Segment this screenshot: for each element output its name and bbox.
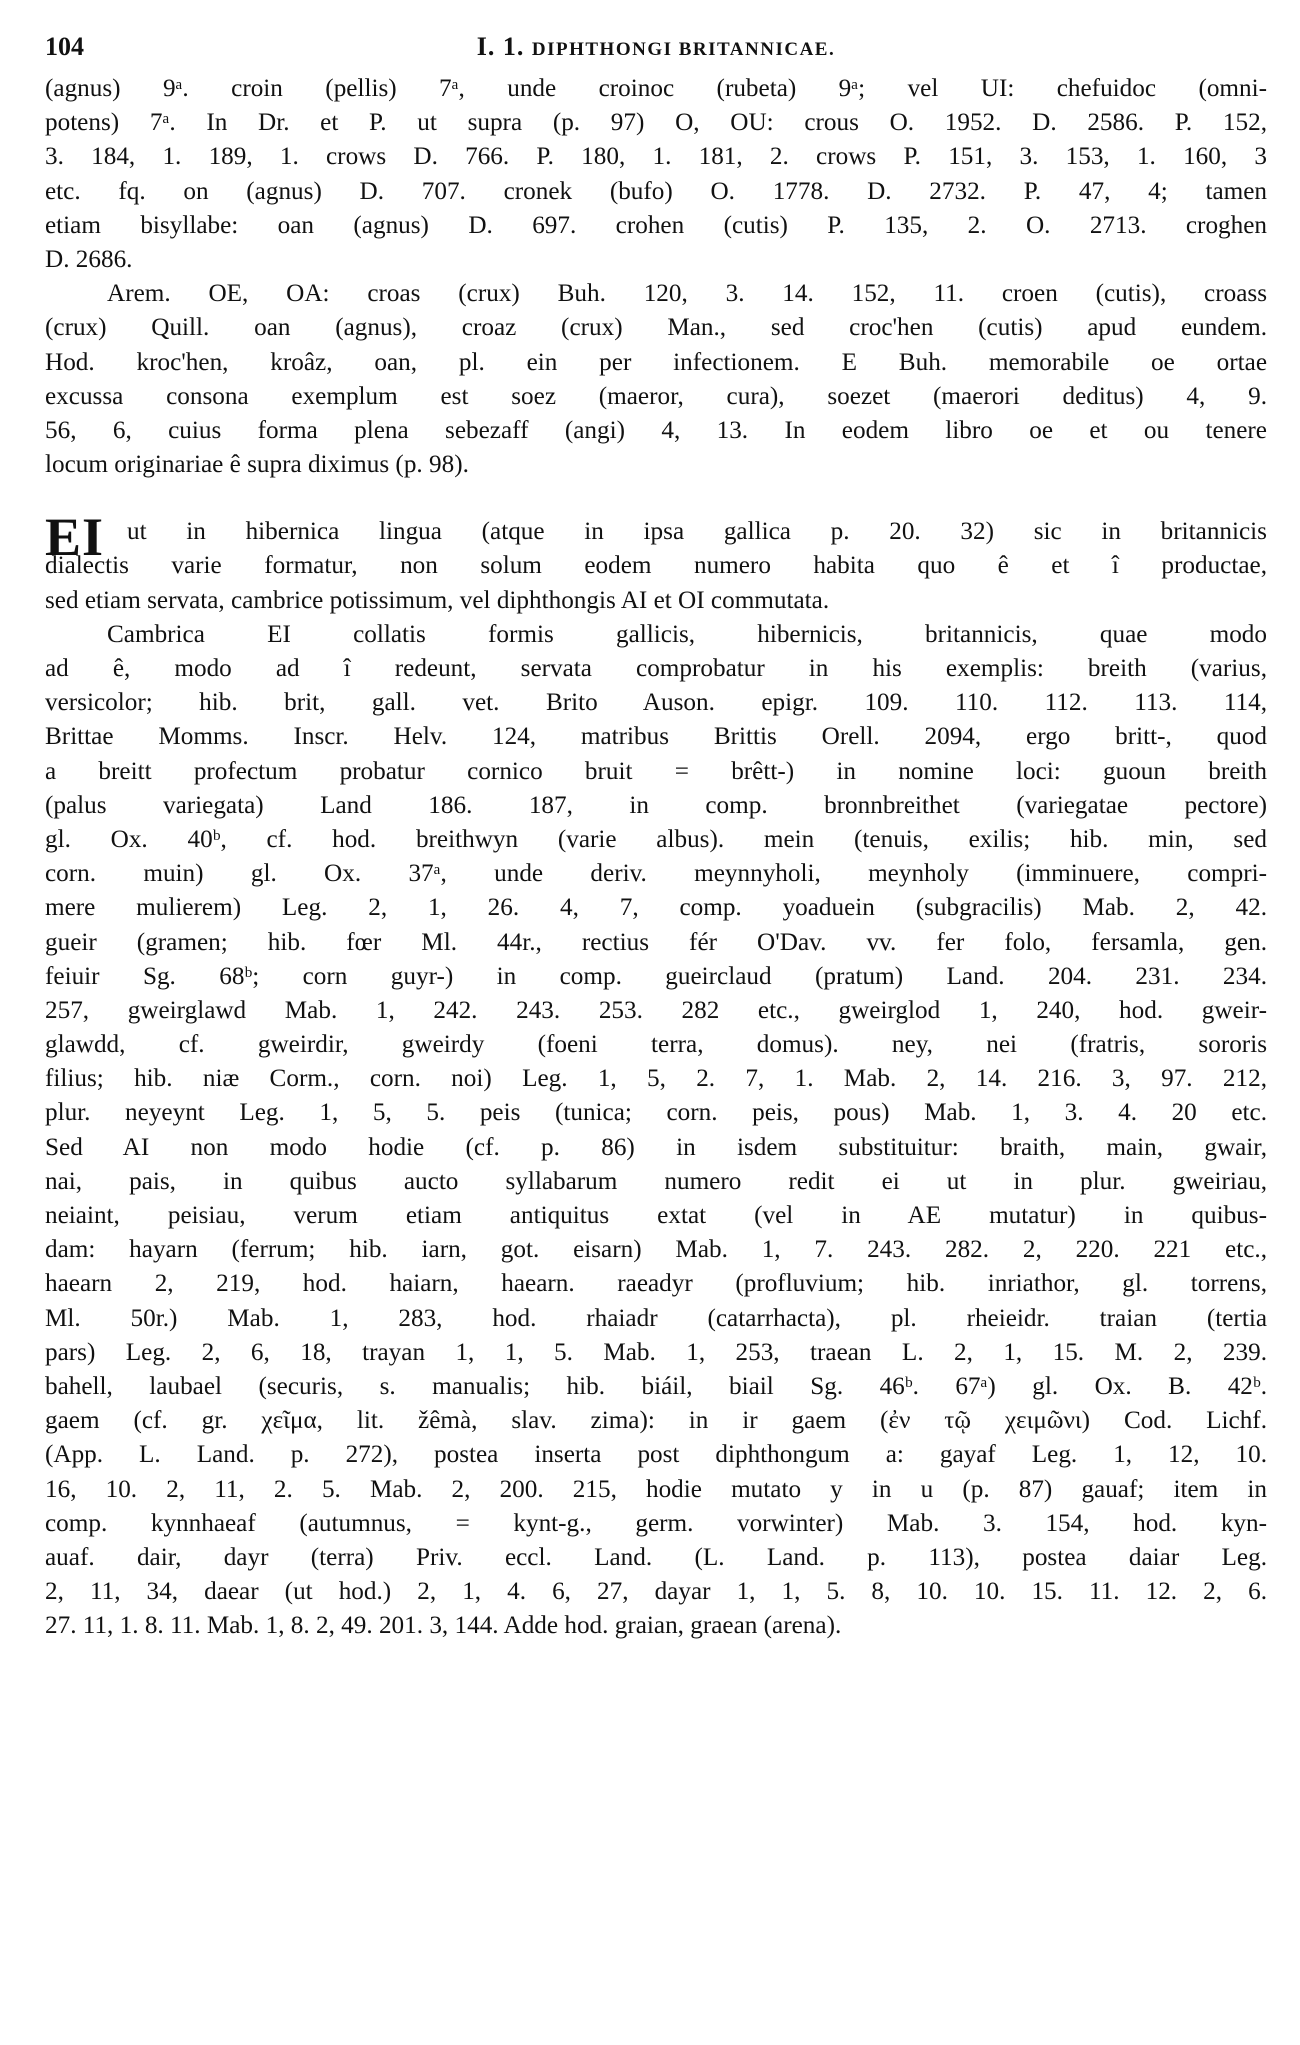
text-line: bahell, laubael (securis, s. manualis; hib. biáil, biail Sg. 46ᵇ. 67ᵃ) gl. Ox. B. 42ᵇ. [45, 1372, 1267, 1400]
text-line: feiuir Sg. 68ᵇ; corn guyr-) in comp. gueirclaud (pratum) Land. 204. 231. 234. [45, 962, 1267, 990]
text-line: (crux) Quill. oan (agnus), croaz (crux) Man., sed croc'hen (cutis) apud eundem. [45, 314, 1267, 342]
paragraph-cambrica [45, 618, 1267, 1644]
text-line: pars) Leg. 2, 6, 18, trayan 1, 1, 5. Mab. 1, 253, traean L. 2, 1, 15. M. 2, 239. [45, 1338, 1267, 1366]
section-title: DIPHTHONGI BRITANNICAE. [531, 39, 836, 60]
page [45, 26, 1267, 2026]
section-number: I. 1. [476, 32, 525, 61]
text-line: locum originariae ê supra diximus (p. 98). [45, 451, 469, 479]
text-line: sed etiam servata, cambrice potissimum, vel diphthongis AI et OI commutata. [45, 586, 830, 614]
text-line: filius; hib. niæ Corm., corn. noi) Leg. 1, 5, 2. 7, 1. Mab. 2, 14. 216. 3, 97. 212, [45, 1065, 1267, 1093]
text-line: mere mulierem) Leg. 2, 1, 26. 4, 7, comp. yoaduein (subgracilis) Mab. 2, 42. [45, 894, 1267, 922]
text-line: gl. Ox. 40ᵇ, cf. hod. breithwyn (varie albus). mein (tenuis, exilis; hib. min, sed [45, 825, 1267, 853]
text-line: D. 2686. [45, 245, 133, 273]
text-line: dialectis varie formatur, non solum eodem numero habita quo ê et î productae, [45, 552, 1267, 580]
text-line: Ml. 50r.) Mab. 1, 283, hod. rhaiadr (catarrhacta), pl. rheieidr. traian (tertia [45, 1304, 1267, 1332]
text-line: (agnus) 9ᵃ. croin (pellis) 7ᵃ, unde croinoc (rubeta) 9ᵃ; vel UI: chefuidoc (omni- [45, 75, 1267, 102]
paragraph-ei-intro [45, 507, 1267, 618]
text-line: gueir (gramen; hib. fœr Ml. 44r., rectius fér O'Dav. vv. fer folo, fersamla, gen. [45, 928, 1267, 956]
text-line: a breitt profectum probatur cornico bruit = brêtt-) in nomine loci: guoun breith [45, 757, 1267, 785]
text-line: corn. muin) gl. Ox. 37ᵃ, unde deriv. meynnyholi, meynholy (imminuere, compri- [45, 860, 1267, 888]
running-header [45, 26, 1267, 72]
text-line: Brittae Momms. Inscr. Helv. 124, matribus Brittis Orell. 2094, ergo britt-, quod [45, 723, 1267, 751]
text-line: neiaint, peisiau, verum etiam antiquitus extat (vel in AE mutatur) in quibus- [45, 1202, 1267, 1229]
text-line: dam: hayarn (ferrum; hib. iarn, got. eisarn) Mab. 1, 7. 243. 282. 2, 220. 221 etc., [45, 1236, 1267, 1264]
text-line: (App. L. Land. p. 272), postea inserta post diphthongum a: gayaf Leg. 1, 12, 10. [45, 1441, 1267, 1469]
text-line: Hod. kroc'hen, kroâz, oan, pl. ein per infectionem. E Buh. memorabile oe ortae [45, 348, 1267, 376]
section-gap [45, 482, 1267, 515]
paragraph-armorican [45, 277, 1267, 482]
text-line: comp. kynnhaeaf (autumnus, = kynt-g., germ. vorwinter) Mab. 3. 154, hod. kyn- [45, 1509, 1267, 1537]
text-line: (palus variegata) Land 186. 187, in comp. bronnbreithet (variegatae pectore) [45, 791, 1267, 819]
text-line: ut in hibernica lingua (atque in ipsa gallica p. 20. 32) sic in britannicis [127, 518, 1267, 546]
body-text [45, 72, 1267, 1643]
text-line: 2, 11, 34, daear (ut hod.) 2, 1, 4. 6, 27, dayar 1, 1, 5. 8, 10. 10. 15. 11. 12. 2, 6. [45, 1578, 1267, 1606]
text-line: versicolor; hib. brit, gall. vet. Brito Auson. epigr. 109. 110. 112. 113. 114, [45, 689, 1267, 717]
text-line: Cambrica EI collatis formis gallicis, hibernicis, britannicis, quae modo [107, 620, 1267, 648]
text-line: 16, 10. 2, 11, 2. 5. Mab. 2, 200. 215, hodie mutato y in u (p. 87) gauaf; item in [45, 1475, 1267, 1503]
section-initial-ei: EI [45, 507, 105, 568]
text-line: potens) 7ᵃ. In Dr. et P. ut supra (p. 97) O, OU: crous O. 1952. D. 2586. P. 152, [45, 109, 1267, 137]
text-line: haearn 2, 219, hod. haiarn, haearn. raeadyr (profluvium; hib. inriathor, gl. torrens, [45, 1270, 1267, 1298]
text-line: glawdd, cf. gweirdir, gweirdy (foeni terra, domus). ney, nei (fratris, sororis [45, 1031, 1267, 1059]
text-line: 257, gweirglawd Mab. 1, 242. 243. 253. 282 etc., gweirglod 1, 240, hod. gweir- [45, 996, 1267, 1024]
text-line: nai, pais, in quibus aucto syllabarum numero redit ei ut in plur. gweiriau, [45, 1167, 1267, 1195]
text-line: Arem. OE, OA: croas (crux) Buh. 120, 3. 14. 152, 11. croen (cutis), croass [107, 280, 1267, 308]
text-line: auaf. dair, dayr (terra) Priv. eccl. Land. (L. Land. p. 113), postea daiar Leg. [45, 1543, 1267, 1571]
text-line: gaem (cf. gr. χεῖμα, lit. žêmà, slav. zima): in ir gaem (ἐν τῷ χειμῶνι) Cod. Lichf. [45, 1407, 1267, 1435]
paragraph-oi-continued [45, 72, 1267, 277]
text-line: etc. fq. on (agnus) D. 707. cronek (bufo) O. 1778. D. 2732. P. 47, 4; tamen [45, 177, 1267, 205]
text-line: 3. 184, 1. 189, 1. crows D. 766. P. 180, 1. 181, 2. crows P. 151, 3. 153, 1. 160, 3 [45, 143, 1267, 171]
text-line: 56, 6, cuius forma plena sebezaff (angi) 4, 13. In eodem libro oe et ou tenere [45, 416, 1267, 444]
text-line: ad ê, modo ad î redeunt, servata comprobatur in his exemplis: breith (varius, [45, 655, 1267, 682]
page-number: 104 [45, 32, 84, 61]
text-line: Sed AI non modo hodie (cf. p. 86) in isdem substituitur: braith, main, gwair, [45, 1133, 1267, 1161]
text-line: 27. 11, 1. 8. 11. Mab. 1, 8. 2, 49. 201. 3, 144. Adde hod. graian, graean (arena). [45, 1612, 842, 1640]
running-title [45, 32, 1267, 62]
text-line: excussa consona exemplum est soez (maeror, cura), soezet (maerori deditus) 4, 9. [45, 382, 1267, 410]
text-line: etiam bisyllabe: oan (agnus) D. 697. crohen (cutis) P. 135, 2. O. 2713. croghen [45, 211, 1267, 239]
text-line: plur. neyeynt Leg. 1, 5, 5. peis (tunica; corn. peis, pous) Mab. 1, 3. 4. 20 etc. [45, 1099, 1267, 1127]
